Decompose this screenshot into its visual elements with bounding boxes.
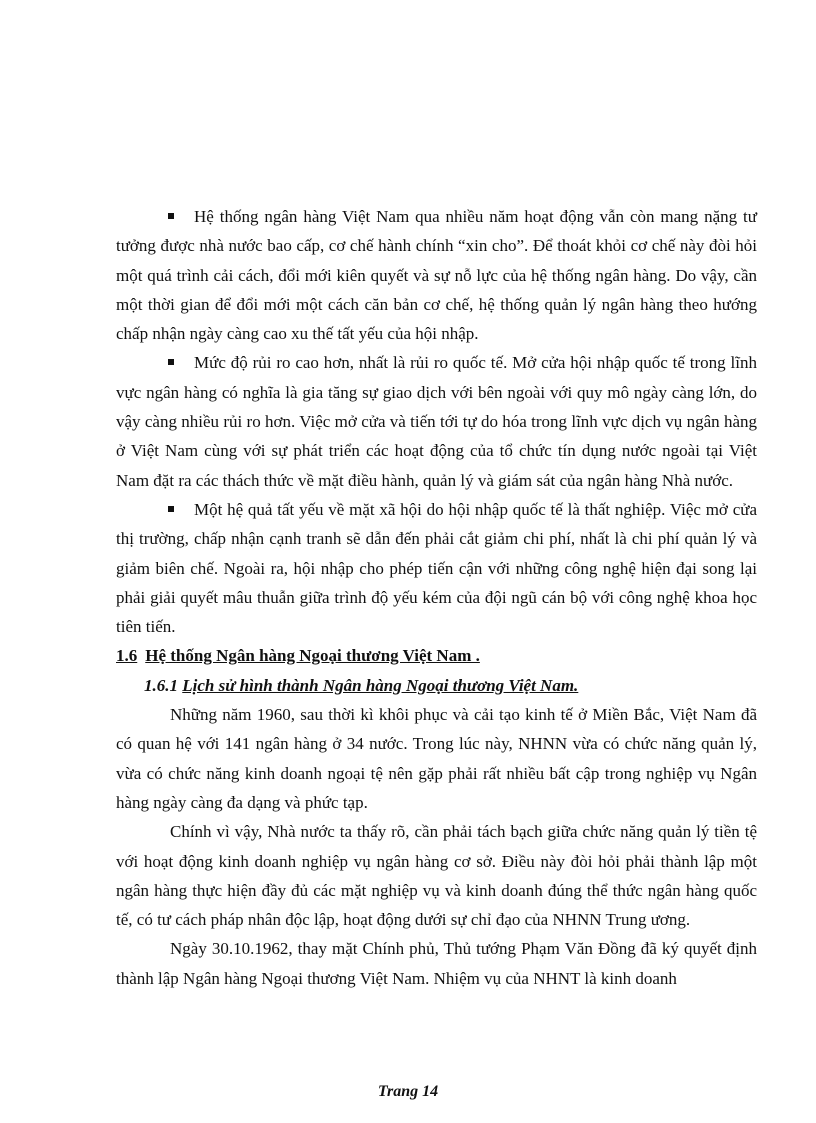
square-bullet-icon [168,213,174,219]
square-bullet-icon [168,506,174,512]
bullet-text: Hệ thống ngân hàng Việt Nam qua nhiều năm hoạt động vẫn còn mang nặng tư tưởng được nhà nước bao cấp, cơ chế hành chính “xin cho”. Để thoát khỏi cơ chế này đòi hỏi một quá trình cải cách, đổi mới kiên quyết và sự nỗ lực của hệ thống ngân hàng. Do vậy, cần một thời gian để đổi mới một cách căn bản cơ chế, hệ thống quản lý ngân hàng theo hướng chấp nhận ngày càng cao xu thế tất yếu của hội nhập. [116,207,757,344]
subsection-title: Lịch sử hình thành Ngân hàng Ngoại thương Việt Nam. [182,675,579,695]
bullet-text: Một hệ quả tất yếu về mặt xã hội do hội nhập quốc tế là thất nghiệp. Việc mở cửa thị trường, chấp nhận cạnh tranh sẽ dẫn đến phải cắt giảm chi phí, nhất là chi phí quản lý và giảm biên chế. Ngoài ra, hội nhập cho phép tiến cận với những công nghệ hiện đại song lại phải giải quyết mâu thuẫn giữa trình độ yếu kém của đội ngũ cán bộ với công nghệ khoa học tiên tiến. [116,499,757,637]
section-heading [116,641,757,670]
bullet-text: Mức độ rủi ro cao hơn, nhất là rủi ro quốc tế. Mở cửa hội nhập quốc tế trong lĩnh vực ngân hàng có nghĩa là gia tăng sự giao dịch với bên ngoài với quy mô ngày càng lớn, do vậy càng nhiều rủi ro hơn. Việc mở cửa và tiến tới tự do hóa trong lĩnh vực dịch vụ ngân hàng ở Việt Nam cùng với sự phát triển các hoạt động của tổ chức tín dụng nước ngoài tại Việt Nam đặt ra các thách thức về mặt điều hành, quản lý và giám sát của ngân hàng Nhà nước. [116,353,757,490]
bullet-item [116,495,757,641]
subsection-heading [116,671,757,700]
body-paragraph: Ngày 30.10.1962, thay mặt Chính phủ, Thủ tướng Phạm Văn Đồng đã ký quyết định thành lập Ngân hàng Ngoại thương Việt Nam. Nhiệm vụ của NHNT là kinh doanh [116,939,757,988]
page-number: Trang 14 [377,1083,439,1100]
bullet-item [116,348,757,494]
section-number: 1.6 [116,646,138,666]
bullet-item [116,202,757,348]
section-title: Hệ thống Ngân hàng Ngoại thương Việt Nam . [145,646,480,666]
subsection-number: 1.6.1 [144,675,178,695]
body-paragraph: Những năm 1960, sau thời kì khôi phục và cải tạo kinh tế ở Miền Bắc, Việt Nam đã có quan hệ với 141 ngân hàng ở 34 nước. Trong lúc này, NHNN vừa có chức năng quản lý, vừa có chức năng kinh doanh ngoại tệ nên gặp phải rất nhiều bất cập trong nghiệp vụ Ngân hàng ngày càng đa dạng và phức tạp. [116,705,757,812]
body-paragraph: Chính vì vậy, Nhà nước ta thấy rõ, cần phải tách bạch giữa chức năng quản lý tiền tệ với hoạt động kinh doanh nghiệp vụ ngân hàng cơ sở. Điều này đòi hỏi phải thành lập một ngân hàng thực hiện đầy đủ các mặt nghiệp vụ và kinh doanh đúng thể thức ngân hàng quốc tế, có tư cách pháp nhân độc lập, hoạt động dưới sự chỉ đạo của NHNN Trung ương. [116,822,757,930]
square-bullet-icon [168,359,174,365]
page-content [116,202,757,993]
